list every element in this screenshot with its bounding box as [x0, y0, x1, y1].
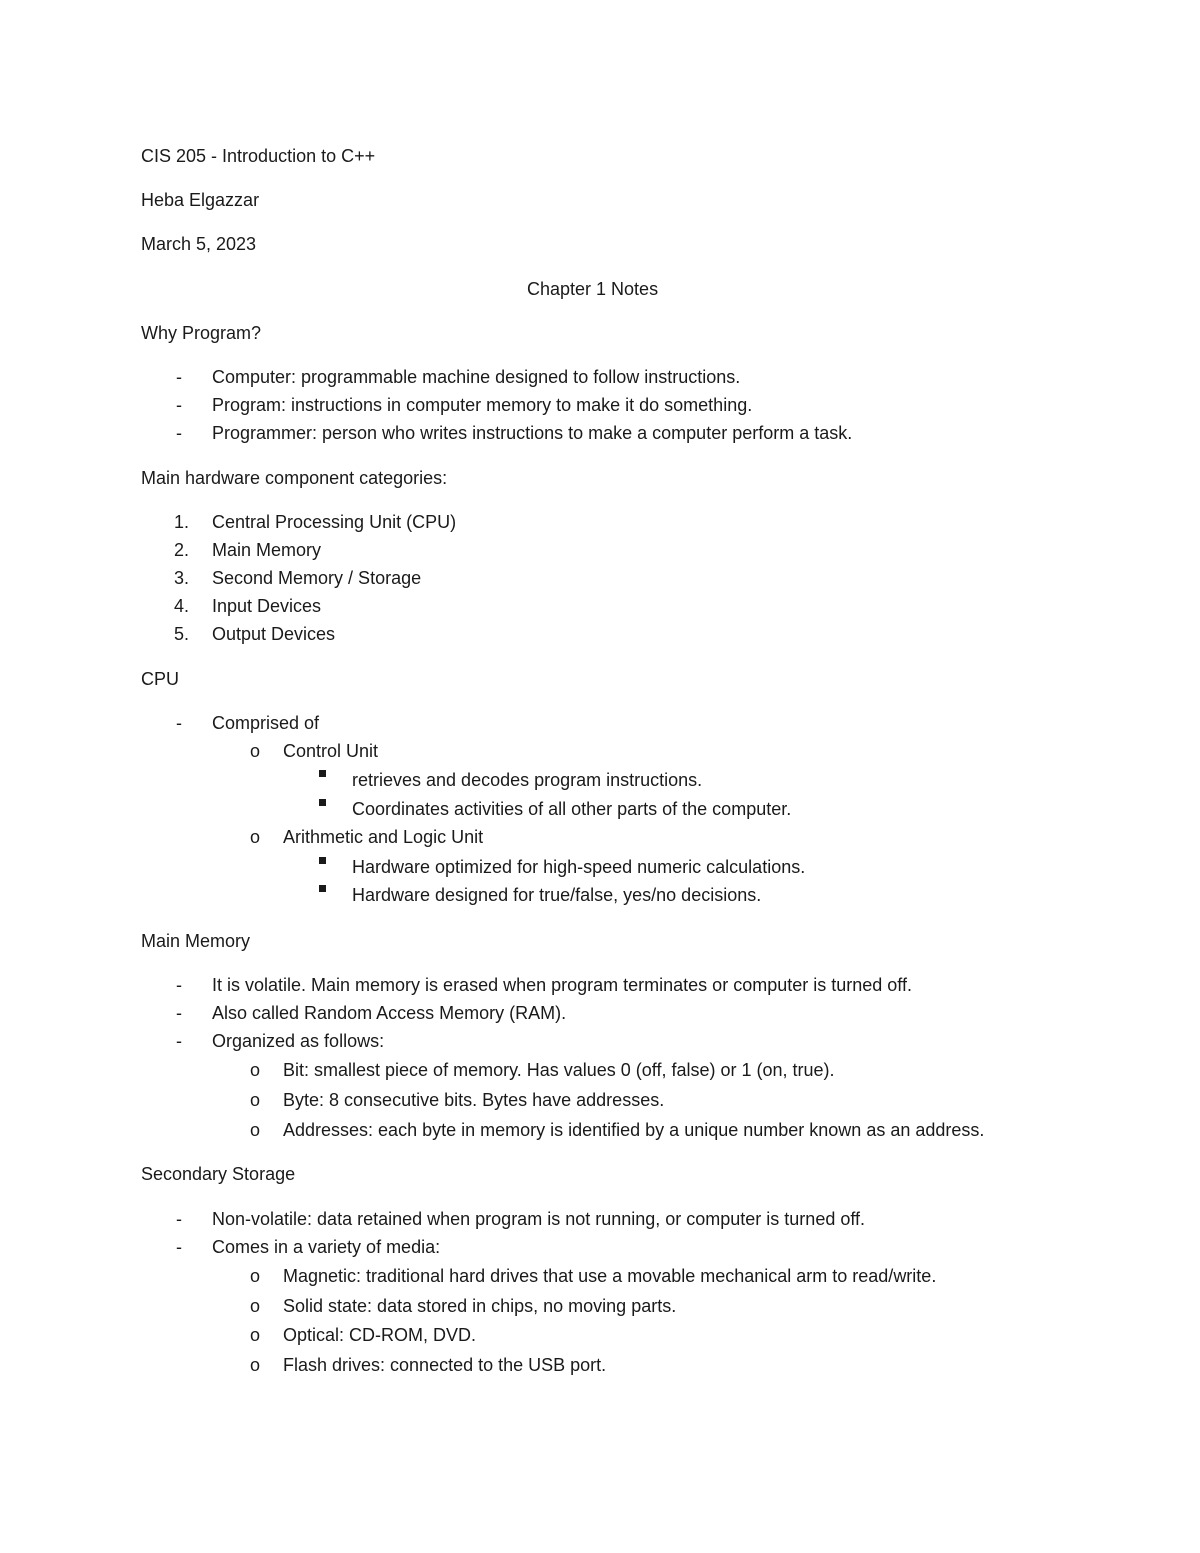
list-item: Computer: programmable machine designed to follow instructions. [212, 367, 741, 387]
list-item: Comprised of [212, 713, 320, 733]
dash-bullet: - [176, 1003, 182, 1023]
section-heading-secondary-storage: Secondary Storage [141, 1164, 296, 1184]
list-item: Central Processing Unit (CPU) [212, 512, 457, 532]
list-item: Bit: smallest piece of memory. Has values 0 (off, false) or 1 (on, true). [283, 1060, 835, 1080]
dash-bullet: - [176, 1237, 182, 1257]
author-name: Heba Elgazzar [141, 190, 260, 210]
dash-bullet: - [176, 713, 182, 733]
list-item: Organized as follows: [212, 1031, 385, 1051]
document-date: March 5, 2023 [141, 234, 257, 254]
list-item: Optical: CD-ROM, DVD. [283, 1325, 477, 1345]
circle-bullet: o [250, 1060, 261, 1080]
list-number: 1. [174, 512, 190, 532]
dash-bullet: - [176, 367, 182, 387]
list-item: Second Memory / Storage [212, 568, 422, 588]
list-item: Magnetic: traditional hard drives that use a movable mechanical arm to read/write. [283, 1266, 937, 1286]
circle-bullet: o [250, 1266, 261, 1286]
list-item: Hardware designed for true/false, yes/no decisions. [352, 885, 762, 905]
list-item: Solid state: data stored in chips, no moving parts. [283, 1296, 677, 1316]
list-item: Non-volatile: data retained when program is not running, or computer is turned off. [212, 1209, 866, 1229]
page-title: Chapter 1 Notes [527, 279, 659, 299]
list-item: retrieves and decodes program instructions. [352, 770, 703, 790]
circle-bullet: o [250, 741, 261, 761]
list-item: Addresses: each byte in memory is identified by a unique number known as an address. [283, 1120, 985, 1140]
dash-bullet: - [176, 423, 182, 443]
list-item: Arithmetic and Logic Unit [283, 827, 484, 847]
list-item: Output Devices [212, 624, 336, 644]
dash-bullet: - [176, 1209, 182, 1229]
dash-bullet: - [176, 395, 182, 415]
dash-bullet: - [176, 1031, 182, 1051]
list-number: 5. [174, 624, 190, 644]
section-heading-why-program: Why Program? [141, 323, 262, 343]
list-number: 3. [174, 568, 190, 588]
list-item: Comes in a variety of media: [212, 1237, 441, 1257]
list-item: Programmer: person who writes instructions to make a computer perform a task. [212, 423, 853, 443]
section-heading-main-memory: Main Memory [141, 931, 251, 951]
list-item: Coordinates activities of all other parts of the computer. [352, 799, 792, 819]
list-item: It is volatile. Main memory is erased when program terminates or computer is turned off. [212, 975, 912, 995]
list-item: Program: instructions in computer memory to make it do something. [212, 395, 753, 415]
circle-bullet: o [250, 827, 261, 847]
section-heading-cpu: CPU [141, 669, 180, 689]
list-number: 4. [174, 596, 190, 616]
list-item: Control Unit [283, 741, 379, 761]
list-item: Byte: 8 consecutive bits. Bytes have addresses. [283, 1090, 665, 1110]
circle-bullet: o [250, 1120, 261, 1140]
circle-bullet: o [250, 1296, 261, 1316]
circle-bullet: o [250, 1355, 261, 1375]
circle-bullet: o [250, 1090, 261, 1110]
circle-bullet: o [250, 1325, 261, 1345]
course-title: CIS 205 - Introduction to C++ [141, 146, 376, 166]
list-item: Also called Random Access Memory (RAM). [212, 1003, 567, 1023]
section-heading-hardware: Main hardware component categories: [141, 468, 448, 488]
dash-bullet: - [176, 975, 182, 995]
list-item: Main Memory [212, 540, 322, 560]
list-item: Hardware optimized for high-speed numeric calculations. [352, 857, 806, 877]
list-item: Flash drives: connected to the USB port. [283, 1355, 607, 1375]
list-item: Input Devices [212, 596, 322, 616]
list-number: 2. [174, 540, 190, 560]
